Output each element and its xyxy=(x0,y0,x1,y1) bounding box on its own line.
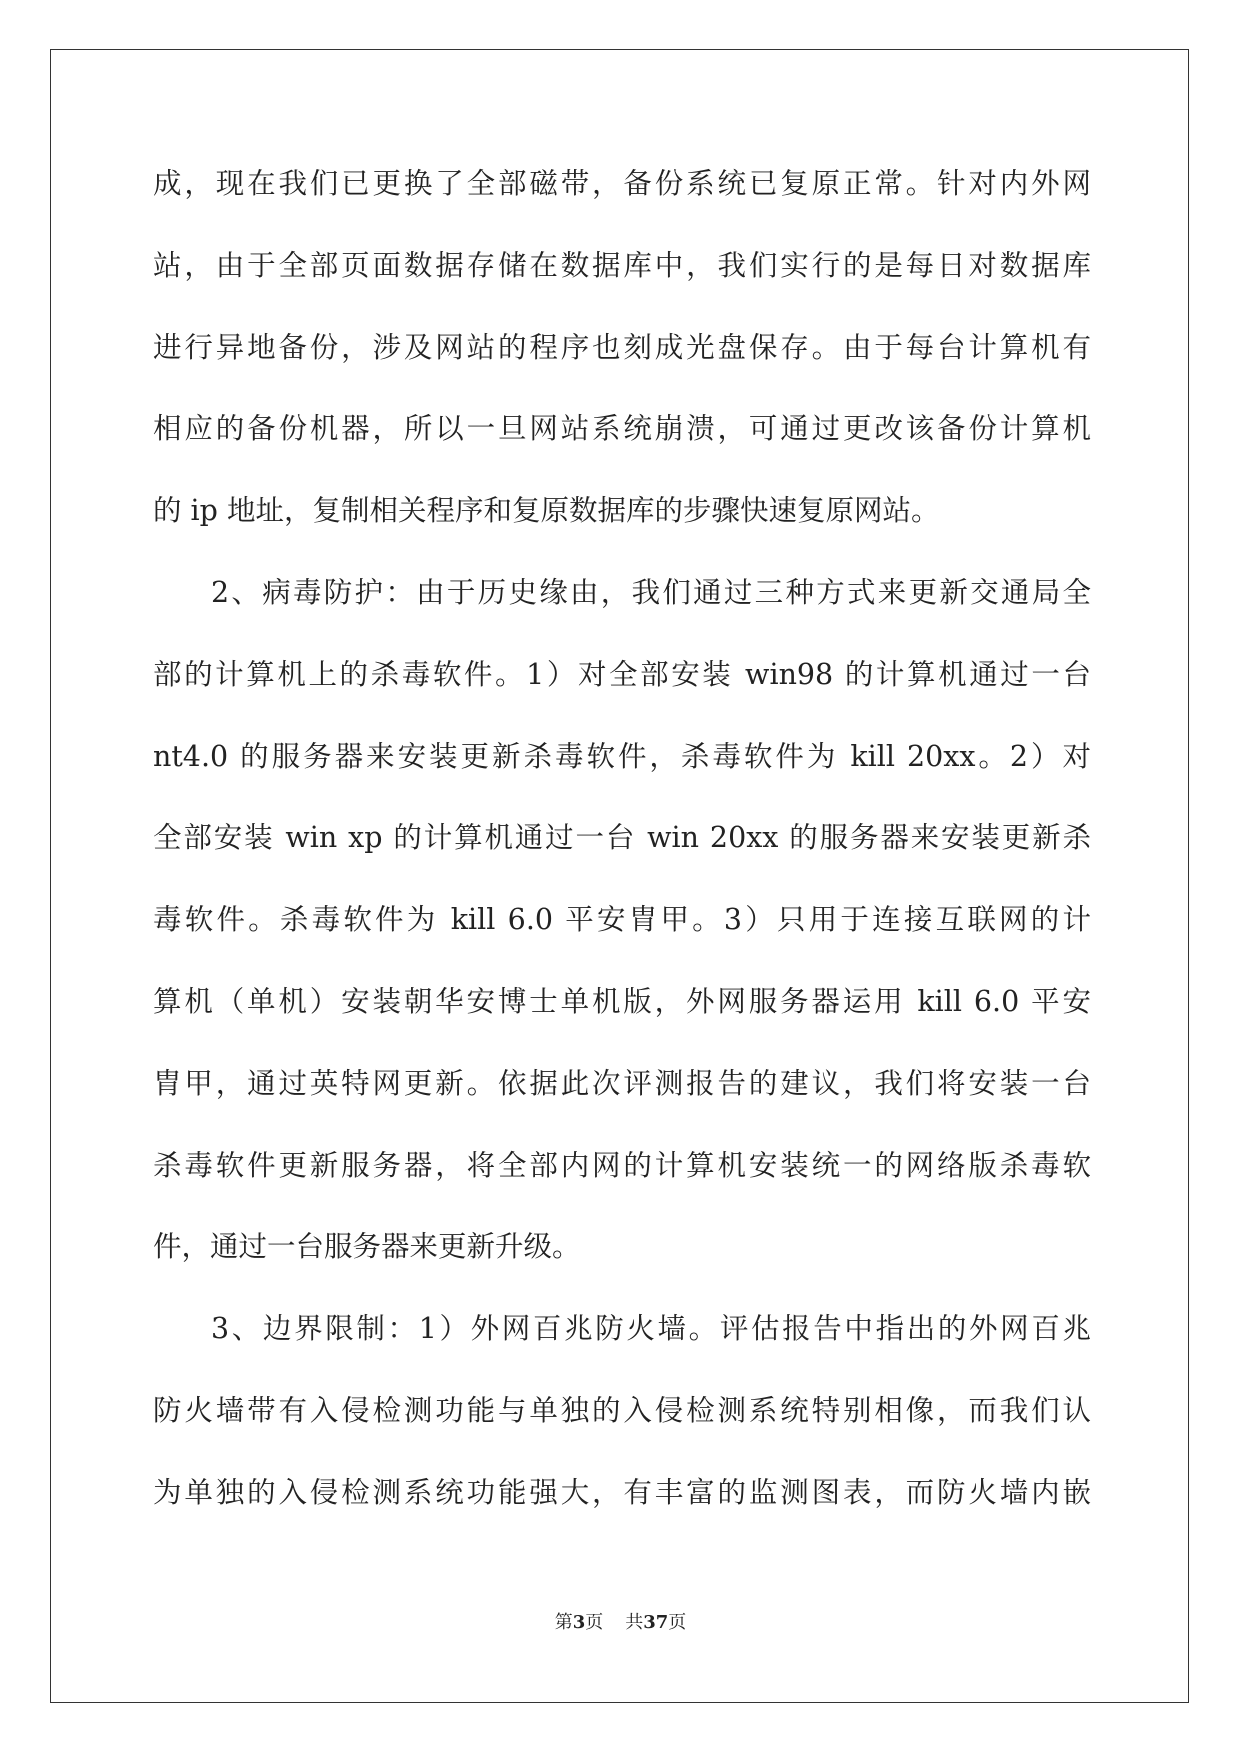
text-line: 的 ip 地址，复制相关程序和复原数据库的步骤快速复原网站。 xyxy=(153,494,940,528)
text-line: 毒软件。杀毒软件为 kill 6.0 平安胄甲。3）只用于连接互联网的计 xyxy=(153,903,1091,937)
footer-page-unit: 页 xyxy=(585,1612,604,1633)
text-line: 胄甲，通过英特网更新。依据此次评测报告的建议，我们将安装一台 xyxy=(153,1066,1091,1100)
text-line: 站，由于全部页面数据存储在数据库中，我们实行的是每日对数据库 xyxy=(153,248,1091,282)
text-line: nt4.0 的服务器来安装更新杀毒软件，杀毒软件为 kill 20xx。2）对 xyxy=(153,739,1091,773)
text-line: 防火墙带有入侵检测功能与单独的入侵检测系统特别相像，而我们认 xyxy=(153,1393,1091,1427)
paragraph-start-line: 2、病毒防护：由于历史缘由，我们通过三种方式来更新交通局全 xyxy=(211,575,1091,609)
footer-prefix: 第 xyxy=(554,1612,573,1633)
document-body xyxy=(153,160,1091,1551)
text-line: 算机（单机）安装朝华安博士单机版，外网服务器运用 kill 6.0 平安 xyxy=(153,984,1091,1018)
text-line: 为单独的入侵检测系统功能强大，有丰富的监测图表，而防火墙内嵌 xyxy=(153,1475,1091,1509)
text-line: 进行异地备份，涉及网站的程序也刻成光盘保存。由于每台计算机有 xyxy=(153,330,1091,364)
total-page-count: 37 xyxy=(643,1612,669,1633)
paragraph-start-line: 3、边界限制：1）外网百兆防火墙。评估报告中指出的外网百兆 xyxy=(211,1312,1091,1346)
text-line: 相应的备份机器，所以一旦网站系统崩溃，可通过更改该备份计算机 xyxy=(153,412,1091,446)
footer-total-unit: 页 xyxy=(668,1612,687,1633)
text-line: 件，通过一台服务器来更新升级。 xyxy=(153,1230,581,1264)
page-footer xyxy=(0,1608,1241,1634)
text-line: 全部安装 win xp 的计算机通过一台 win 20xx 的服务器来安装更新杀 xyxy=(153,821,1091,855)
footer-total-prefix: 共 xyxy=(625,1612,644,1633)
text-line: 杀毒软件更新服务器，将全部内网的计算机安装统一的网络版杀毒软 xyxy=(153,1148,1091,1182)
text-line: 部的计算机上的杀毒软件。1）对全部安装 win98 的计算机通过一台 xyxy=(153,657,1091,691)
text-line: 成，现在我们已更换了全部磁带，备份系统已复原正常。针对内外网 xyxy=(153,167,1091,200)
current-page-number: 3 xyxy=(572,1612,586,1633)
